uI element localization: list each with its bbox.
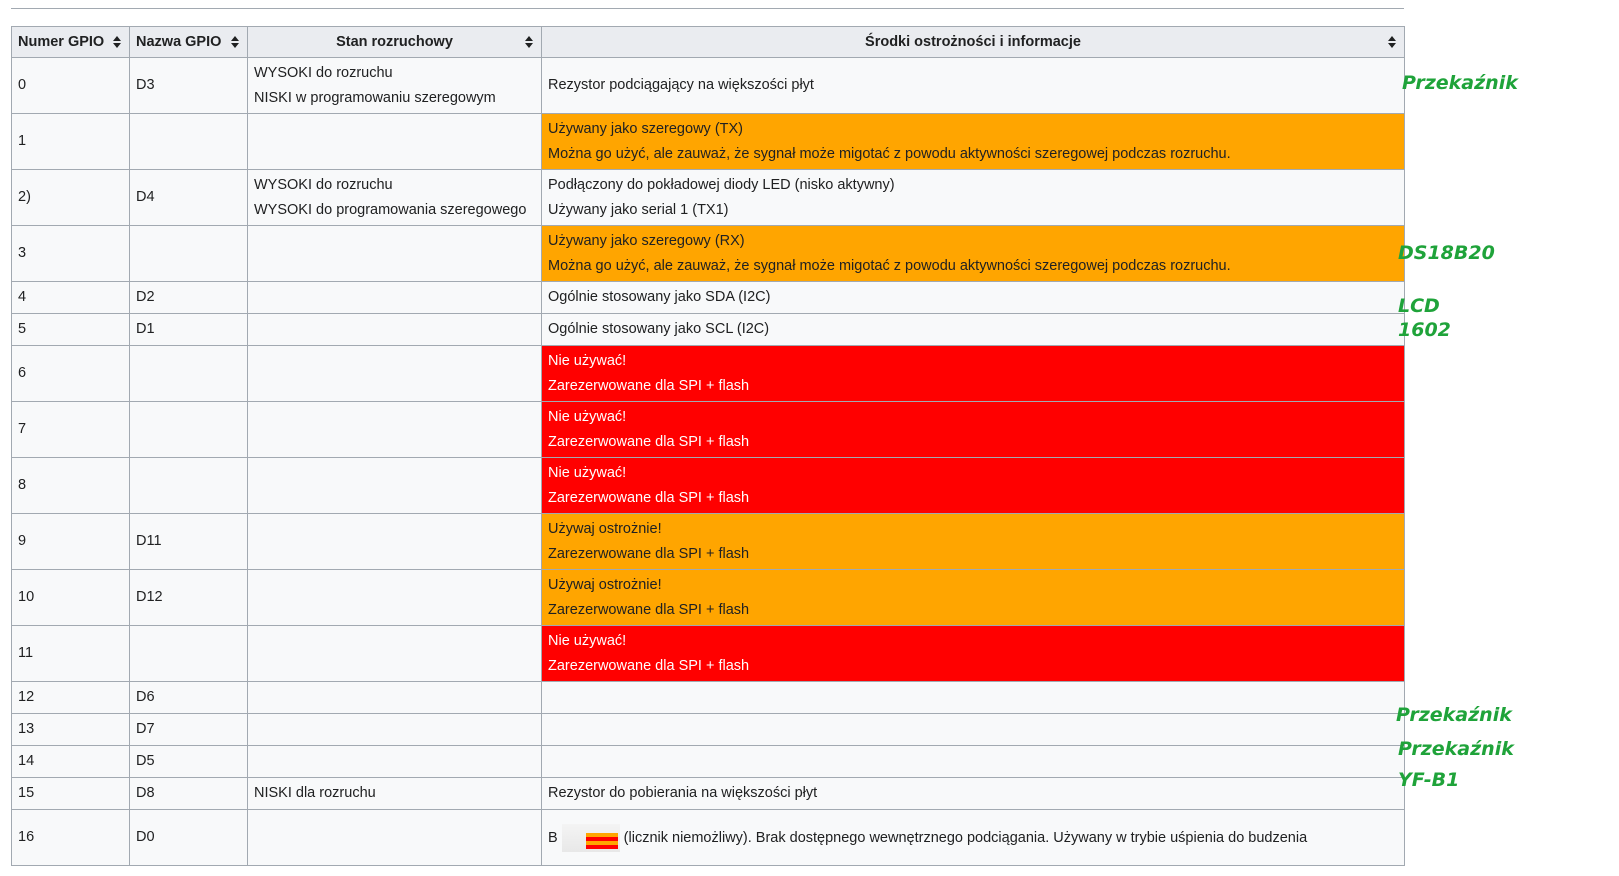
cell-precautions: Podłączony do pokładowej diody LED (nisko aktywny) Używany jako serial 1 (TX1) <box>542 170 1405 226</box>
thumbnail-image <box>562 824 620 852</box>
cell-boot-state <box>248 282 542 314</box>
table-row <box>12 514 1405 570</box>
cell-gpio-number: 2) <box>12 170 130 226</box>
sort-arrows-icon[interactable] <box>113 36 121 48</box>
cell-gpio-number: 8 <box>12 458 130 514</box>
annotation-lcd: LCD <box>1398 295 1440 317</box>
cell-gpio-number: 10 <box>12 570 130 626</box>
cell-precautions <box>542 714 1405 746</box>
cell-gpio-number: 14 <box>12 746 130 778</box>
table-row <box>12 746 1405 778</box>
table-row <box>12 170 1405 226</box>
cell-gpio-name <box>130 226 248 282</box>
cell-boot-state <box>248 746 542 778</box>
cell-gpio-number: 7 <box>12 402 130 458</box>
cell-precautions: Ogólnie stosowany jako SCL (I2C) <box>542 314 1405 346</box>
cell-precautions: Używany jako szeregowy (TX) Można go użyć, ale zauważ, że sygnał może migotać z powodu aktywności szeregowej podczas rozruchu. <box>542 114 1405 170</box>
cell-boot-state: WYSOKI do rozruchu WYSOKI do programowania szeregowego <box>248 170 542 226</box>
table-body <box>12 58 1405 866</box>
table-row <box>12 314 1405 346</box>
cell-gpio-name: D12 <box>130 570 248 626</box>
cell-gpio-name <box>130 114 248 170</box>
cell-boot-state <box>248 810 542 866</box>
annotation-yf-b1: YF-B1 <box>1398 769 1460 791</box>
cell-gpio-number: 9 <box>12 514 130 570</box>
cell-gpio-number: 5 <box>12 314 130 346</box>
cell-gpio-name <box>130 402 248 458</box>
cell-precautions: Ogólnie stosowany jako SDA (I2C) <box>542 282 1405 314</box>
cell-boot-state <box>248 346 542 402</box>
cell-gpio-name <box>130 346 248 402</box>
cell-gpio-number: 1 <box>12 114 130 170</box>
annotation-relay-gpio12: Przekaźnik <box>1396 704 1512 726</box>
cell-precautions: Używaj ostrożnie! Zarezerwowane dla SPI + flash <box>542 570 1405 626</box>
cell-gpio-number: 4 <box>12 282 130 314</box>
cell-precautions: Używaj ostrożnie! Zarezerwowane dla SPI + flash <box>542 514 1405 570</box>
cell-boot-state <box>248 114 542 170</box>
section-divider <box>11 8 1404 9</box>
table-row <box>12 226 1405 282</box>
cell-gpio-name: D11 <box>130 514 248 570</box>
cell-precautions: Nie używać! Zarezerwowane dla SPI + flash <box>542 458 1405 514</box>
cell-boot-state <box>248 458 542 514</box>
cell-precautions: Nie używać! Zarezerwowane dla SPI + flash <box>542 346 1405 402</box>
cell-gpio-name: D7 <box>130 714 248 746</box>
cell-gpio-name: D1 <box>130 314 248 346</box>
header-precautions[interactable]: Środki ostrożności i informacje <box>542 27 1405 58</box>
table-row <box>12 778 1405 810</box>
cell-gpio-number: 16 <box>12 810 130 866</box>
table-row <box>12 282 1405 314</box>
header-boot-state[interactable]: Stan rozruchowy <box>248 27 542 58</box>
table-row <box>12 346 1405 402</box>
table-row <box>12 810 1405 866</box>
cell-precautions <box>542 682 1405 714</box>
annotation-ds18b20: DS18B20 <box>1398 242 1495 264</box>
cell-precautions: Nie używać! Zarezerwowane dla SPI + flash <box>542 402 1405 458</box>
cell-boot-state <box>248 514 542 570</box>
cell-gpio-name <box>130 458 248 514</box>
cell-gpio-number: 15 <box>12 778 130 810</box>
table-row <box>12 682 1405 714</box>
cell-precautions: Rezystor podciągający na większości płyt <box>542 58 1405 114</box>
cell-boot-state <box>248 682 542 714</box>
sort-arrows-icon[interactable] <box>231 36 239 48</box>
table-row <box>12 570 1405 626</box>
annotation-relay-gpio13: Przekaźnik <box>1398 738 1514 760</box>
cell-boot-state <box>248 226 542 282</box>
cell-gpio-number: 11 <box>12 626 130 682</box>
table-row <box>12 402 1405 458</box>
cell-gpio-name: D2 <box>130 282 248 314</box>
cell-precautions: B (licznik niemożliwy). Brak dostępnego wewnętrznego podciągania. Używany w trybie uśpienia do budzenia <box>542 810 1405 866</box>
cell-boot-state <box>248 314 542 346</box>
cell-precautions: Używany jako szeregowy (RX) Można go użyć, ale zauważ, że sygnał może migotać z powodu aktywności szeregowej podczas rozruchu. <box>542 226 1405 282</box>
annotation-lcd-1602: 1602 <box>1398 319 1451 341</box>
cell-gpio-name: D6 <box>130 682 248 714</box>
cell-precautions: Rezystor do pobierania na większości płyt <box>542 778 1405 810</box>
table-row <box>12 58 1405 114</box>
cell-boot-state <box>248 570 542 626</box>
table-row <box>12 714 1405 746</box>
cell-gpio-name: D0 <box>130 810 248 866</box>
table-row <box>12 114 1405 170</box>
header-gpio-name[interactable]: Nazwa GPIO <box>130 27 248 58</box>
cell-gpio-number: 3 <box>12 226 130 282</box>
table-row <box>12 458 1405 514</box>
gpio-pin-table <box>11 26 1405 866</box>
cell-gpio-number: 12 <box>12 682 130 714</box>
cell-gpio-name <box>130 626 248 682</box>
cell-boot-state: WYSOKI do rozruchu NISKI w programowaniu szeregowym <box>248 58 542 114</box>
header-gpio-number[interactable]: Numer GPIO <box>12 27 130 58</box>
cell-precautions <box>542 746 1405 778</box>
cell-boot-state: NISKI dla rozruchu <box>248 778 542 810</box>
cell-gpio-number: 6 <box>12 346 130 402</box>
cell-gpio-number: 0 <box>12 58 130 114</box>
sort-arrows-icon[interactable] <box>525 36 533 48</box>
cell-gpio-number: 13 <box>12 714 130 746</box>
cell-gpio-name: D5 <box>130 746 248 778</box>
cell-boot-state <box>248 714 542 746</box>
cell-gpio-name: D3 <box>130 58 248 114</box>
cell-boot-state <box>248 402 542 458</box>
sort-arrows-icon[interactable] <box>1388 36 1396 48</box>
cell-gpio-name: D8 <box>130 778 248 810</box>
table-row <box>12 626 1405 682</box>
cell-precautions: Nie używać! Zarezerwowane dla SPI + flash <box>542 626 1405 682</box>
annotation-relay-gpio0: Przekaźnik <box>1402 72 1518 94</box>
cell-gpio-name: D4 <box>130 170 248 226</box>
cell-boot-state <box>248 626 542 682</box>
